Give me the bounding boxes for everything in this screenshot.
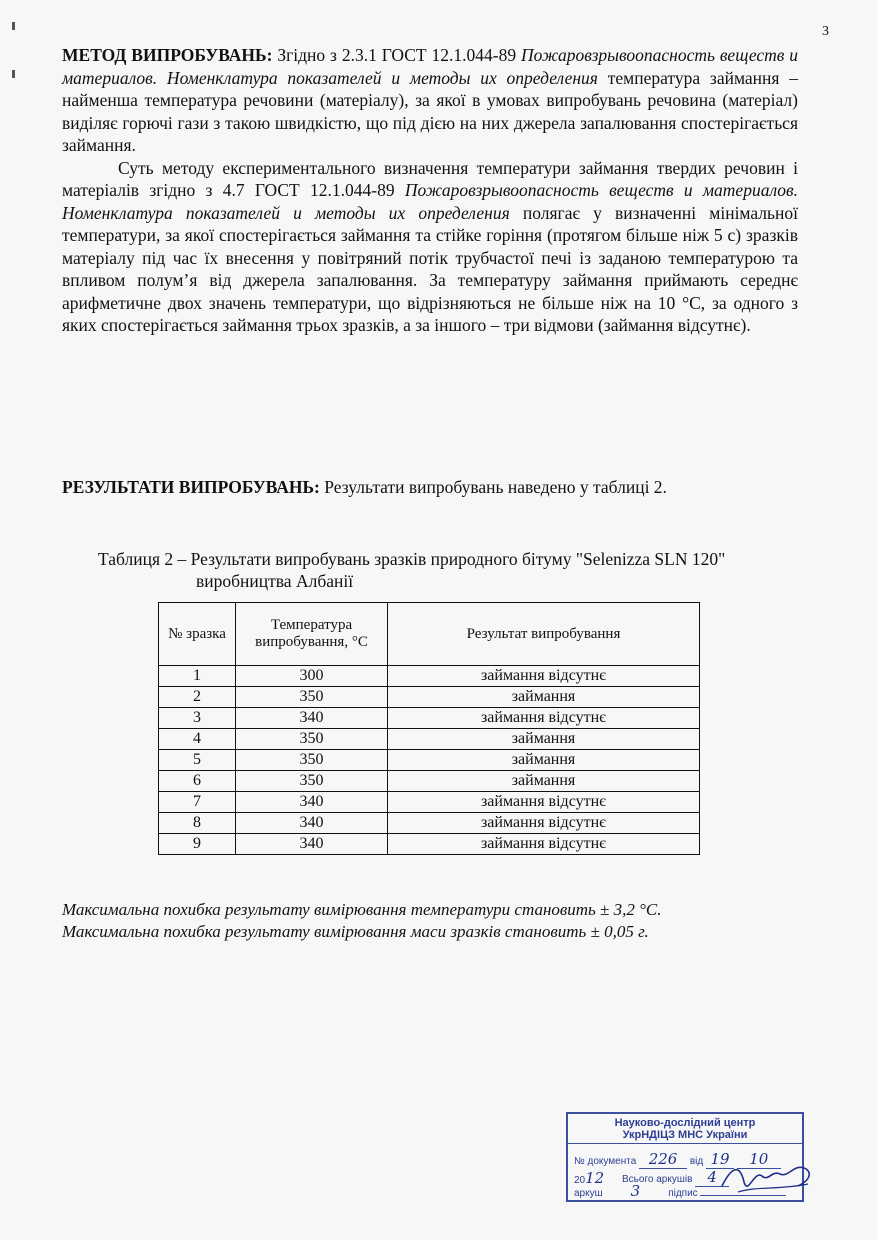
- table-row: [159, 813, 700, 834]
- cell-temperature: 350: [236, 687, 388, 708]
- cell-result: займання відсутнє: [388, 834, 700, 855]
- page-number: 3: [822, 24, 829, 39]
- table-row: [159, 750, 700, 771]
- cell-sample-no: 6: [159, 771, 236, 792]
- error-notes: [62, 899, 661, 943]
- registration-stamp: [566, 1112, 804, 1202]
- cell-temperature: 350: [236, 729, 388, 750]
- cell-sample-no: 9: [159, 834, 236, 855]
- results-table: [158, 602, 700, 855]
- cell-temperature: 340: [236, 834, 388, 855]
- cell-temperature: 340: [236, 708, 388, 729]
- results-section: [62, 477, 667, 498]
- cell-result: займання: [388, 729, 700, 750]
- stamp-date-day: 19: [706, 1150, 734, 1169]
- results-heading: РЕЗУЛЬТАТИ ВИПРОБУВАНЬ:: [62, 477, 320, 497]
- results-text: Результати випробувань наведено у таблиці 2.: [324, 477, 667, 497]
- table-row: [159, 771, 700, 792]
- note-mass-error: Максимальна похибка результату вимірювання маси зразків становить ± 0,05 г.: [62, 922, 649, 941]
- stamp-sign-label: підпис: [668, 1188, 698, 1199]
- table-caption-line2: виробництва Албанії: [196, 571, 354, 591]
- cell-result: займання: [388, 750, 700, 771]
- stamp-doc-label: № документа: [574, 1156, 637, 1167]
- stamp-org-line1: Науково-дослідний центр: [614, 1117, 756, 1129]
- cell-result: займання відсутнє: [388, 708, 700, 729]
- header-temperature: Температура випробування, °С: [236, 603, 388, 666]
- stamp-org-line2: УкрНДІЦЗ МНС України: [622, 1129, 748, 1141]
- table-row: [159, 666, 700, 687]
- cell-sample-no: 7: [159, 792, 236, 813]
- method-text-a: Згідно з 2.3.1 ГОСТ 12.1.044-89: [277, 45, 517, 65]
- cell-sample-no: 8: [159, 813, 236, 834]
- method-essence-a: Суть методу експериментального визначення температури займання твердих речовин і матеріалів згідно з 4.7 ГОСТ 12.1.044-89: [62, 157, 798, 200]
- cell-sample-no: 4: [159, 729, 236, 750]
- table-row: [159, 729, 700, 750]
- method-text-b: температура займання – найменша температура речовини (матеріалу), за якої в умовах випробувань речовина (матеріал) виділяє горючі гази з такою швидкістю, що під дією на них джерела запалювання спостерігається займання.: [62, 67, 799, 155]
- cell-temperature: 350: [236, 750, 388, 771]
- note-temperature-error: Максимальна похибка результату вимірювання температури становить ± 3,2 °С.: [62, 900, 662, 919]
- signature-icon: [718, 1156, 818, 1200]
- cell-result: займання: [388, 687, 700, 708]
- cell-sample-no: 3: [159, 708, 236, 729]
- cell-temperature: 300: [236, 666, 388, 687]
- cell-sample-no: 2: [159, 687, 236, 708]
- margin-mark: [12, 70, 15, 78]
- table-row: [159, 687, 700, 708]
- cell-result: займання відсутнє: [388, 813, 700, 834]
- table-row: [159, 834, 700, 855]
- cell-temperature: 340: [236, 813, 388, 834]
- stamp-doc-number: 226: [639, 1150, 687, 1169]
- method-standard-ref: Пожаровзрывоопасность веществ и материалов. Номенклатура показателей и методы их определения: [62, 45, 799, 88]
- cell-result: займання відсутнє: [388, 792, 700, 813]
- method-heading: МЕТОД ВИПРОБУВАНЬ:: [62, 45, 273, 65]
- table-row: [159, 792, 700, 813]
- stamp-total-sheets: 4: [695, 1168, 729, 1187]
- header-result: Результат випробування: [388, 603, 700, 666]
- method-essence-ref: Пожаровзрывоопасность веществ и материалов. Номенклатура показателей и методы их определения: [62, 180, 799, 223]
- cell-result: займання відсутнє: [388, 666, 700, 687]
- method-section: [62, 44, 798, 337]
- table-row: [159, 708, 700, 729]
- method-essence-b: полягає у визначенні мінімальної температури, за якої спостерігається займання та стійке горіння (протягом більше ніж 5 с) зразків матеріалу під час їх внесення у повітряний потік трубчастої печі із заданою температурою та впливом полум’я від джерела запалювання. За температуру займання приймають середнє арифметичне двох значень температури, що відрізняються не більше ніж на 10 °C, за одного з яких спостерігається займання трьох зразків, а за іншого – три відмови (займання відсутнє).: [62, 202, 798, 335]
- cell-temperature: 340: [236, 792, 388, 813]
- table-caption-line1: Таблиця 2 – Результати випробувань зразків природного бітуму "Selenizza SLN 120": [98, 549, 726, 569]
- stamp-year-suffix: 12: [585, 1169, 605, 1187]
- table-header-row: [159, 603, 700, 666]
- stamp-date-month: 10: [737, 1150, 781, 1169]
- table-caption: [98, 548, 798, 592]
- stamp-year-prefix: 20: [574, 1175, 586, 1186]
- cell-result: займання: [388, 771, 700, 792]
- stamp-sheet-label: аркуш: [574, 1188, 603, 1199]
- stamp-sheet-number: 3: [605, 1182, 665, 1201]
- cell-sample-no: 1: [159, 666, 236, 687]
- header-sample-no: № зразка: [159, 603, 236, 666]
- stamp-date-label: від: [689, 1156, 704, 1167]
- stamp-total-label: Всього аркушів: [622, 1174, 693, 1185]
- margin-mark: [12, 22, 15, 30]
- cell-temperature: 350: [236, 771, 388, 792]
- cell-sample-no: 5: [159, 750, 236, 771]
